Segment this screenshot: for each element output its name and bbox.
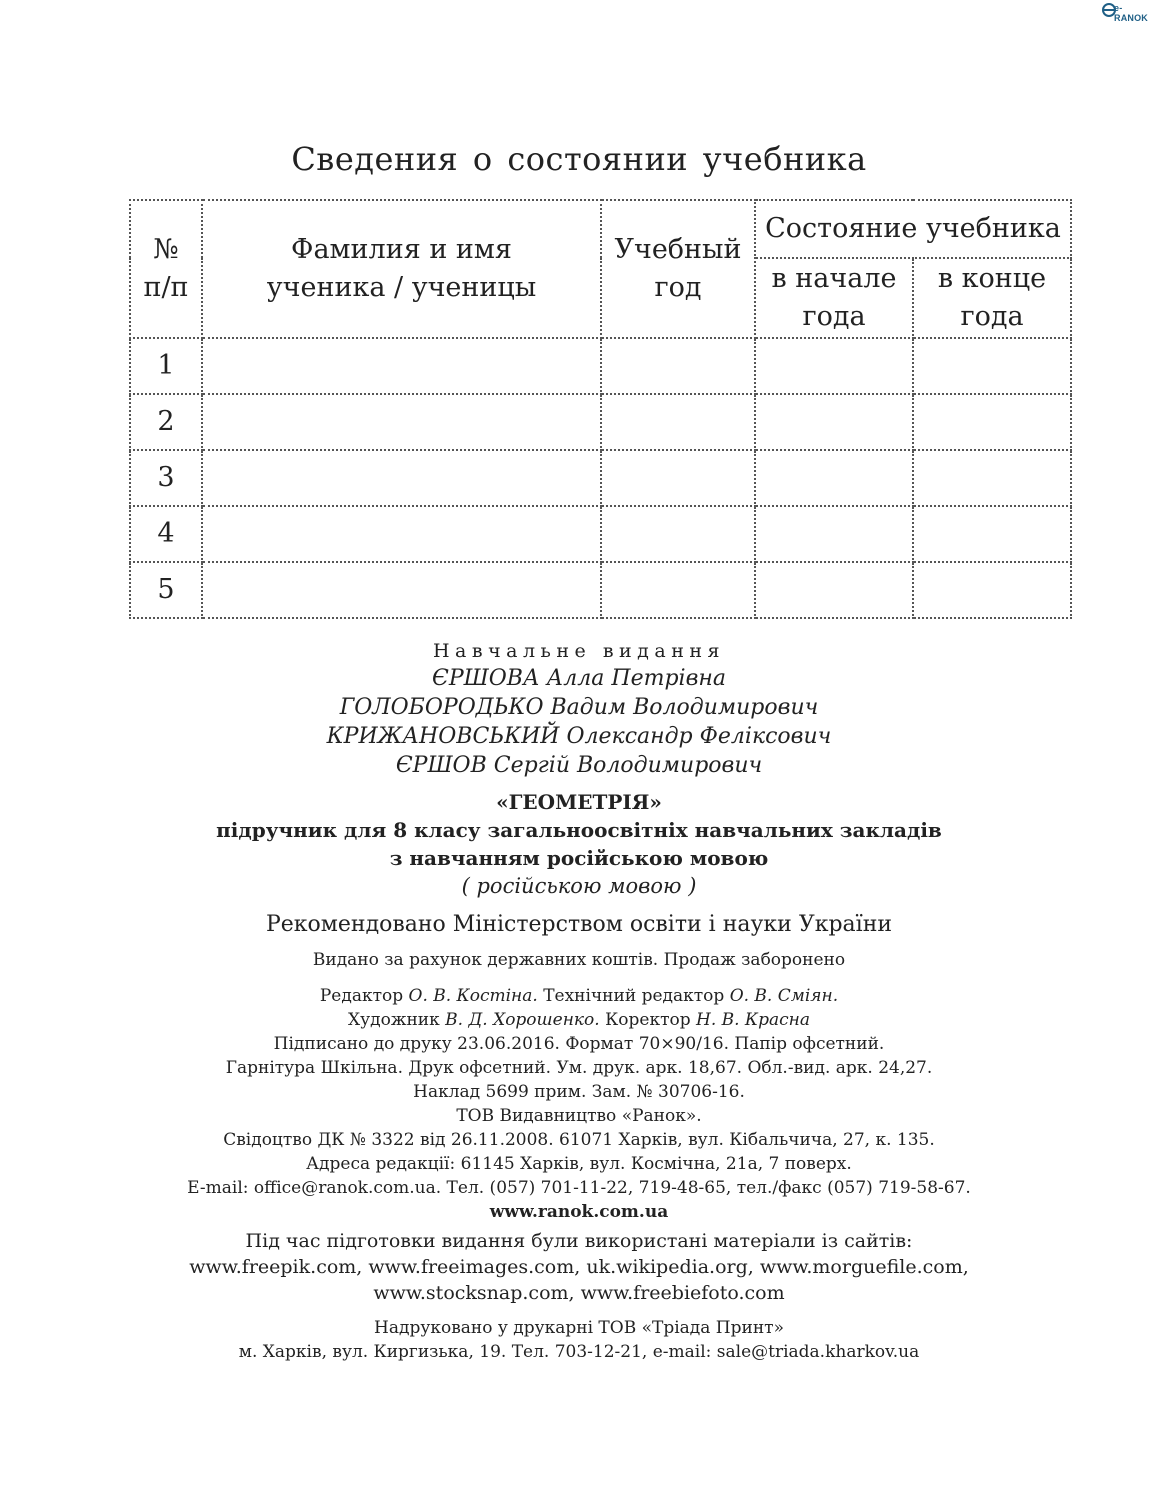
cell-state-end[interactable] [913, 506, 1071, 562]
contacts-line: E-mail: office@ranok.com.ua. Тел. (057) 701-11-22, 719-48-65, тел./факс (057) 719-58-67. [187, 1178, 971, 1198]
cell-school-year[interactable] [601, 562, 755, 618]
signed-line: Підписано до друку 23.06.2016. Формат 70×90/16. Папір офсетний. [273, 1034, 885, 1054]
publisher-line: ТОВ Видавництво «Ранок». [456, 1106, 702, 1126]
edition-type: Навчальне видання [432, 640, 726, 662]
sources-list: www.stocksnap.com, www.freebiefoto.com [373, 1282, 785, 1304]
recommendation: Рекомендовано Міністерством освіти і науки України [265, 912, 893, 937]
table-row [130, 450, 1071, 506]
header-number [130, 200, 202, 338]
tech-editor-label: Технічний редактор [543, 986, 725, 1006]
artists-line [0, 1008, 1158, 1032]
book-subtitle: з навчанням російською мовою [389, 846, 769, 870]
header-year-end [913, 258, 1071, 338]
author: ЄРШОВ Сергій Володимирович [395, 753, 763, 778]
header-end-line1: в конце [937, 263, 1047, 294]
header-school-year [601, 200, 755, 338]
header-student-name [202, 200, 601, 338]
cell-school-year[interactable] [601, 450, 755, 506]
sources-list: www.freepik.com, www.freeimages.com, uk.wikipedia.org, www.morguefile.com, [189, 1256, 969, 1278]
book-title: «ГЕОМЕТРІЯ» [496, 790, 662, 814]
editor-name: О. В. Костіна. [408, 986, 538, 1006]
book-subtitle: підручник для 8 класу загальноосвітніх навчальних закладів [216, 818, 942, 842]
corrector-name: Н. В. Красна [696, 1010, 810, 1030]
header-name-line2: ученика / ученицы [266, 272, 537, 303]
cell-student-name[interactable] [202, 394, 601, 450]
table-row [130, 338, 1071, 394]
language-note: ( російською мовою ) [461, 874, 697, 898]
cell-school-year[interactable] [601, 338, 755, 394]
row-number: 4 [130, 506, 202, 562]
table-header-row [130, 200, 1071, 258]
header-number-line2: п/п [143, 272, 189, 303]
funding-note: Видано за рахунок державних коштів. Продаж заборонено [312, 950, 846, 970]
row-number: 5 [130, 562, 202, 618]
cell-student-name[interactable] [202, 562, 601, 618]
printed-at-line: Надруковано у друкарні ТОВ «Тріада Принт» [374, 1318, 784, 1338]
header-begin-line1: в начале [771, 263, 897, 294]
cell-student-name[interactable] [202, 506, 601, 562]
tech-editor-name: О. В. Сміян. [729, 986, 839, 1006]
header-number-line1: № [153, 234, 179, 265]
sources-intro: Під час підготовки видання були використані матеріали із сайтів: [245, 1230, 913, 1252]
author: ГОЛОБОРОДЬКО Вадим Володимирович [339, 695, 819, 720]
table-row [130, 506, 1071, 562]
textbook-state-table [129, 199, 1072, 619]
cell-state-start[interactable] [755, 394, 913, 450]
header-year-line1: Учебный [614, 234, 742, 265]
header-year-start [755, 258, 913, 338]
table-row [130, 394, 1071, 450]
cell-state-end[interactable] [913, 450, 1071, 506]
page-title: Сведения о состоянии учебника [291, 140, 867, 178]
cell-state-end[interactable] [913, 562, 1071, 618]
editorial-address-line: Адреса редакції: 61145 Харків, вул. Космічна, 21а, 7 поверх. [306, 1154, 852, 1174]
corrector-label: Коректор [605, 1010, 691, 1030]
logo-text: e-RANOK [1114, 3, 1148, 23]
cell-student-name[interactable] [202, 450, 601, 506]
cell-student-name[interactable] [202, 338, 601, 394]
cell-state-start[interactable] [755, 562, 913, 618]
row-number: 2 [130, 394, 202, 450]
header-end-line2: года [960, 301, 1024, 332]
cell-state-start[interactable] [755, 450, 913, 506]
cell-state-end[interactable] [913, 394, 1071, 450]
artist-name: В. Д. Хорошенко. [445, 1010, 600, 1030]
row-number: 1 [130, 338, 202, 394]
table-row [130, 562, 1071, 618]
printer-address-line: м. Харків, вул. Киргизька, 19. Тел. 703-12-21, e-mail: sale@triada.kharkov.ua [238, 1342, 920, 1362]
print-run-line: Наклад 5699 прим. Зам. № 30706-16. [413, 1082, 745, 1102]
editor-label: Редактор [319, 986, 404, 1006]
certificate-line: Свідоцтво ДК № 3322 від 26.11.2008. 61071 Харків, вул. Кібальчича, 27, к. 135. [223, 1130, 935, 1150]
website-link[interactable]: www.ranok.com.ua [489, 1202, 669, 1222]
editors-line [0, 984, 1158, 1008]
artist-label: Художник [348, 1010, 440, 1030]
header-book-state: Состояние учебника [755, 200, 1071, 258]
cell-state-start[interactable] [755, 338, 913, 394]
header-year-line2: год [654, 272, 702, 303]
author: ЄРШОВА Алла Петрівна [432, 666, 726, 691]
cell-school-year[interactable] [601, 394, 755, 450]
cell-school-year[interactable] [601, 506, 755, 562]
header-name-line1: Фамилия и имя [291, 234, 512, 265]
publisher-logo [1102, 2, 1152, 23]
author: КРИЖАНОВСЬКИЙ Олександр Феліксович [326, 724, 832, 749]
imprint-block [0, 638, 1158, 1364]
cell-state-start[interactable] [755, 506, 913, 562]
cell-state-end[interactable] [913, 338, 1071, 394]
typeface-line: Гарнітура Шкільна. Друк офсетний. Ум. друк. арк. 18,67. Обл.-вид. арк. 24,27. [225, 1058, 933, 1078]
row-number: 3 [130, 450, 202, 506]
header-begin-line2: года [802, 301, 866, 332]
